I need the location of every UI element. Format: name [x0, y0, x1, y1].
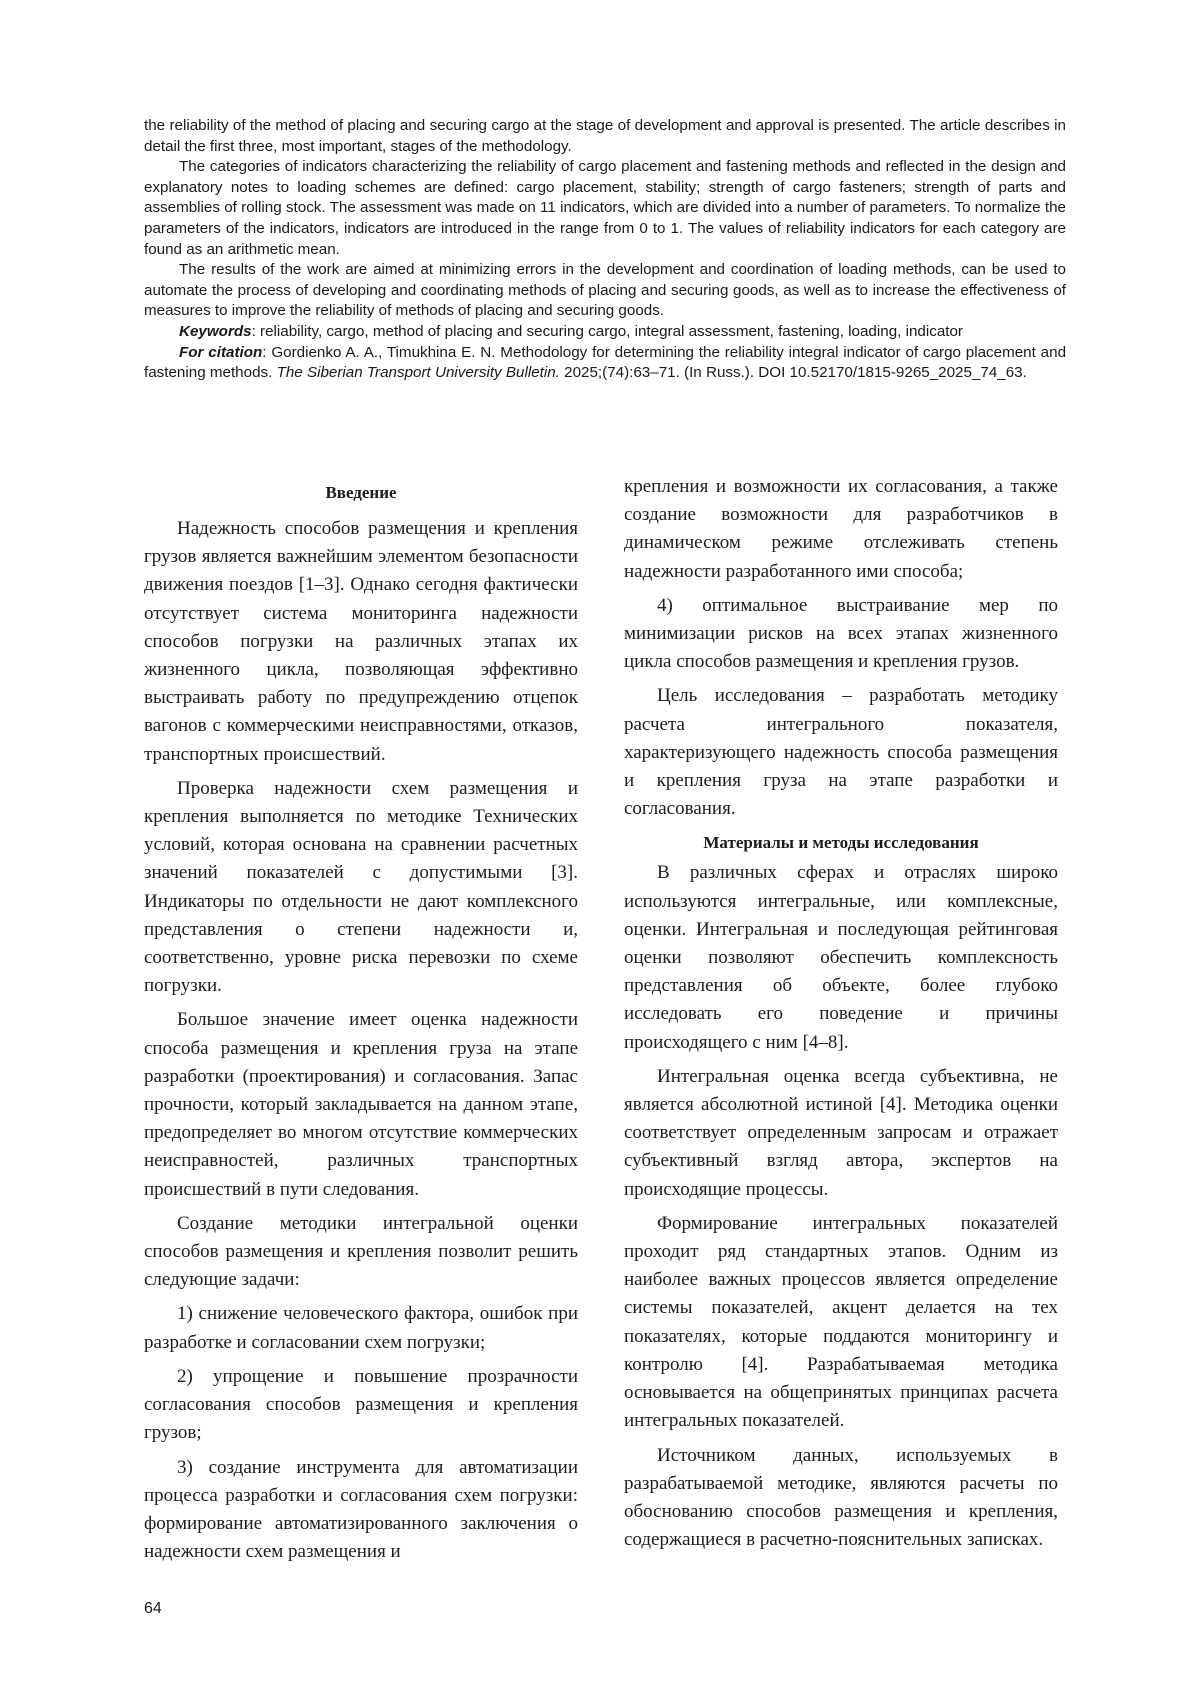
body-paragraph: Интегральная оценка всегда субъективна, не является абсолютной истиной [4]. Методика оценки соответствует определенным запросам и отражает субъективный взгляд автора, экспертов на происходящие процессы. — [624, 1065, 1058, 1200]
citation-label: For citation — [179, 343, 263, 361]
page-number: 64 — [144, 1600, 162, 1617]
citation-text: : Gordienko A. A., Timukhina E. N. Methodology for determining the reliability integral indicator of cargo placement and fastening methods. — [144, 343, 1067, 382]
body-paragraph: Проверка надежности схем размещения и крепления выполняется по методике Технических условий, которая основана на сравнении расчетных значений показателей с допустимыми [3]. Индикаторы по отдельности не дают комплексного представления о степени надежности и, соответственно, уровне риска перевозки по схеме погрузки. — [144, 777, 578, 997]
keywords — [144, 322, 1066, 343]
body-paragraph: Большое значение имеет оценка надежности способа размещения и крепления груза на этапе разработки (проектирования) и согласования. Запас прочности, который закладывается на данном этапе, предопределяет во многом отсутствие коммерческих неисправностей, различных транспортных происшествий в пути следования. — [144, 1009, 578, 1200]
list-item: 1) снижение человеческого фактора, ошибок при разработке и согласовании схем погрузки; — [144, 1303, 578, 1353]
abstract-paragraph-1: the reliability of the method of placing and securing cargo at the stage of development and approval is presented. The article describes in detail the first three, most important, stages of the methodology. — [144, 117, 1066, 155]
list-item: 3) создание инструмента для автоматизации процесса разработки и согласования схем погрузки: формирование автоматизированного заключения о надежности схем размещения и — [144, 1456, 578, 1563]
abstract-paragraph-3: The results of the work are aimed at minimizing errors in the development and coordination of loading methods, can be used to automate the process of developing and coordinating methods of placing and securing goods, as well as to increase the effectiveness of measures to improve the reliability of methods of placing and securing goods. — [144, 261, 1066, 320]
body-paragraph: Надежность способов размещения и крепления грузов является важнейшим элементом безопасности движения поездов [1–3]. Однако сегодня фактически отсутствует система мониторинга надежности способов погрузки на различных этапах их жизненного цикла, позволяющая эффективно выстраивать работу по предупреждению отцепок вагонов с коммерческими неисправностями, отказов, транспортных происшествий. — [144, 518, 578, 765]
abstract-paragraph-2: The categories of indicators characterizing the reliability of cargo placement and fastening methods and reflected in the design and explanatory notes to loading schemes are defined: cargo placement, stability; strength of cargo fasteners; strength of parts and assemblies of rolling stock. The assessment was made on 11 indicators, which are divided into a number of parameters. To normalize the parameters of the indicators, indicators are introduced in the range from 0 to 1. The values of reliability indicators for each category are found as an arithmetic mean. — [144, 158, 1066, 258]
research-goal: Цель исследования – разработать методику расчета интегрального показателя, характеризующего надежность способа размещения и крепления груза на этапе разработки и согласования. — [624, 685, 1058, 820]
body-paragraph: Источником данных, используемых в разрабатываемой методике, являются расчеты по обоснованию способов размещения и крепления, содержащиеся в расчетно-пояснительных записках. — [624, 1444, 1058, 1551]
section-heading-methods: Материалы и методы исследования — [703, 833, 979, 853]
list-item: 4) оптимальное выстраивание мер по минимизации рисков на всех этапах жизненного цикла способов размещения и крепления грузов. — [624, 594, 1058, 673]
section-heading-introduction: Введение — [325, 483, 397, 502]
left-column — [144, 483, 578, 1566]
citation-journal: The Siberian Transport University Bulletin. — [276, 364, 560, 382]
citation — [144, 343, 1066, 384]
body-paragraph: В различных сферах и отраслях широко используются интегральные, или комплексные, оценки. Интегральная и последующая рейтинговая оценки позволяют обеспечить комплексность представления об объекте, более глубоко исследовать его поведение и причины происходящего с ним [4–8]. — [624, 862, 1058, 1053]
body-paragraph: Формирование интегральных показателей проходит ряд стандартных этапов. Одним из наиболее важных процессов является определение системы показателей, акцент делается на тех показателях, которые поддаются мониторингу и контролю [4]. Разрабатываемая методика основывается на общепринятых принципах расчета интегральных показателей. — [624, 1212, 1058, 1432]
list-item: 2) упрощение и повышение прозрачности согласования способов размещения и крепления грузов; — [144, 1365, 578, 1444]
right-column — [624, 473, 1058, 1554]
list-item-continuation: крепления и возможности их согласования, а также создание возможности для разработчиков в динамическом режиме отслеживать степень надежности разработанного ими способа; — [624, 476, 1058, 582]
body-paragraph: Создание методики интегральной оценки способов размещения и крепления позволит решить следующие задачи: — [144, 1212, 578, 1291]
citation-tail: 2025;(74):63–71. (In Russ.). DOI 10.52170/1815-9265_2025_74_63. — [559, 364, 1027, 382]
keywords-label: Keywords — [179, 322, 252, 340]
keywords-text: : reliability, cargo, method of placing and securing cargo, integral assessment, fastening, loading, indicator — [251, 322, 963, 340]
abstract — [144, 116, 1066, 384]
